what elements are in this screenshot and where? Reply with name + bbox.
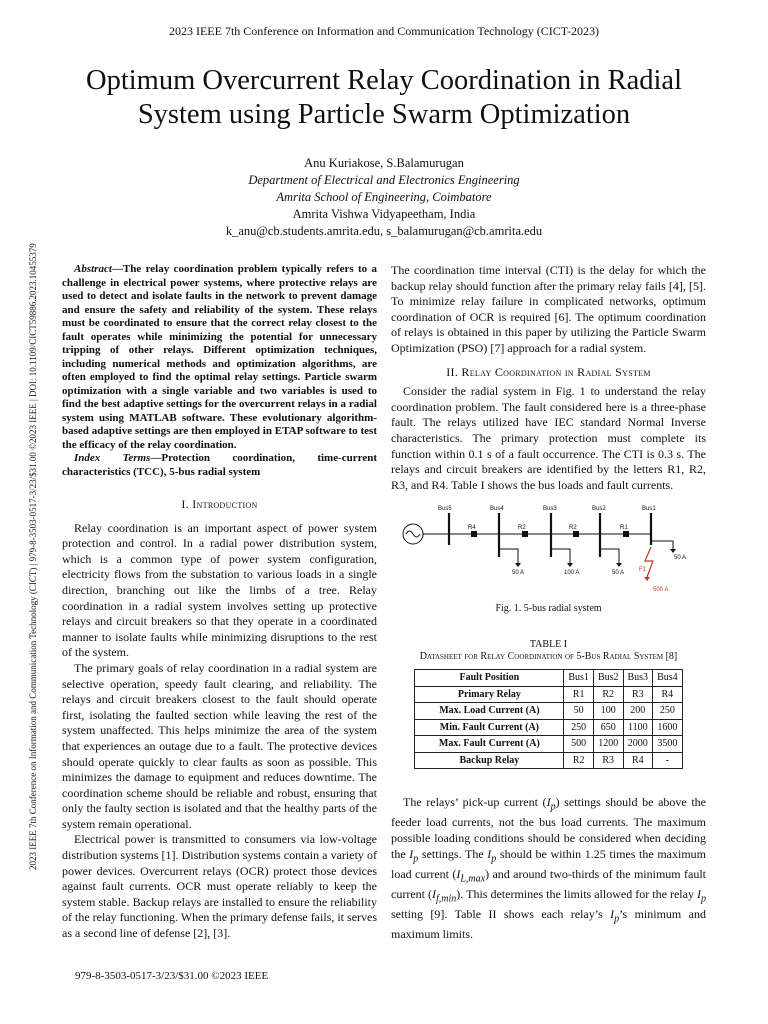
math-symbol: I xyxy=(610,906,615,921)
table-1-label: TABLE I xyxy=(529,638,568,650)
fault-label: F1 xyxy=(639,567,647,574)
title-line-2: System using Particle Swarm Optimization xyxy=(137,99,631,130)
math-ip xyxy=(610,906,620,924)
fault-current-label: 500 A xyxy=(653,587,669,594)
math-subscript: p xyxy=(550,801,556,813)
relay-r2b-label: R2 xyxy=(569,525,577,532)
table-cell: R1 xyxy=(564,686,594,703)
table-cell: 1200 xyxy=(593,736,623,753)
intro-paragraph-3: Electrical power is transmitted to consumers via low-voltage distribution systems [1]. Distribution systems contain a variety of power devices. Overcurrent relays (OCR) protect those devices against fault currents. OCR must operate reliably to keep the system stable. Backup relays are installed to ensure the reliability of the relay functioning. When the primary defense fails, it serves as a second line of defense [2], [3]. xyxy=(62,832,378,941)
intro-paragraph-4: The coordination time interval (CTI) is the delay for which the backup relay should function after the primary relay fails [4], [5]. To minimize relay failure in complicated networks, optimum coordination of OCR is required [6]. The optimum coordination of relays is obtained in this paper by utilizing the Particle Swarm Optimization (PSO) [7] approach for a radial system. xyxy=(391,263,706,355)
table-cell: 650 xyxy=(593,719,623,736)
index-terms-text: —Protection coordination, time-current characteristics (TCC), 5-bus radial system xyxy=(62,452,377,478)
abstract-label: Abstract xyxy=(74,263,112,275)
table-cell: 200 xyxy=(623,703,653,720)
table-cell: 250 xyxy=(653,703,683,720)
conference-header: 2023 IEEE 7th Conference on Information and Communication Technology (CICT-2023) xyxy=(168,24,600,38)
table-header-cell: Bus1 xyxy=(564,669,594,686)
table-header-cell: Bus2 xyxy=(593,669,623,686)
text-run: should be within 1.25 times the maximum load current ( xyxy=(391,846,707,881)
table-cell: 2000 xyxy=(623,736,653,753)
fault-lightning-icon xyxy=(645,547,653,577)
relay-r2a-label: R2 xyxy=(518,525,526,532)
author-names: Anu Kuriakose, S.Balamurugan xyxy=(304,156,464,170)
load-50a-bus4-label: 50 A xyxy=(512,570,525,577)
math-ip xyxy=(487,846,497,865)
text-run: ) settings should be above the feeder load currents, not the bus load currents. The maximum possible loading conditions should be considered when deciding the xyxy=(391,795,707,861)
figure-1-caption: Fig. 1. 5-bus radial system xyxy=(495,603,602,615)
table-1-caption: Datasheet for Relay Coordination of 5-Bus Radial System [8] xyxy=(419,650,678,662)
table-cell: Max. Fault Current (A) xyxy=(415,736,564,753)
text-run: settings. The xyxy=(418,846,488,861)
text-run: ). This determines the limits allowed for the relay xyxy=(456,886,697,901)
table-row xyxy=(415,736,682,753)
doi-sidebar xyxy=(14,150,38,870)
author-school: Amrita School of Engineering, Coimbatore xyxy=(276,190,492,204)
load-branches xyxy=(499,541,673,563)
table-cell: 100 xyxy=(593,703,623,720)
table-cell: 500 xyxy=(564,736,594,753)
load-50a-bus1-label: 50 A xyxy=(674,555,687,562)
math-subscript: L,max xyxy=(460,873,486,885)
section-heading-introduction: I. Introduction xyxy=(181,497,258,511)
bus-bars xyxy=(449,513,651,557)
right-column xyxy=(391,263,706,942)
table-cell: R3 xyxy=(593,752,623,769)
table-header-row xyxy=(415,669,682,686)
bus4-label: Bus4 xyxy=(490,506,504,513)
section2-paragraph-1: Consider the radial system in Fig. 1 to understand the relay coordination problem. The fault considered here is a three-phase fault. The relays utilized have IEC standard Normal Inverse characteristics. The primary protection must complete its function within 0.1 s of a fault occurrence. The CTI is 0.3 s. The relays and circuit breakers are identified by the letters R1, R2, R3, and R4. Table I shows the bus loads and fault currents. xyxy=(391,384,706,492)
math-symbol: I xyxy=(432,886,437,901)
title-line-1: Optimum Overcurrent Relay Coordination in Radial xyxy=(86,65,682,96)
table-cell: - xyxy=(653,752,683,769)
doi-sidebar-text: 2023 IEEE 7th Conference on Information and Communication Technology (CICT) | 979-8-3503-0517-3/23/$31.00 ©2023 IEEE | DOI: 10.1109/CICT59886.2023.10455379 xyxy=(28,243,38,870)
table-cell: R2 xyxy=(564,752,594,769)
load-100a-bus3-label: 100 A xyxy=(564,570,580,577)
footer-copyright: 979-8-3503-0517-3/23/$31.00 ©2023 IEEE xyxy=(75,970,269,982)
abstract-text: —The relay coordination problem typically refers to a challenge in electrical power systems, where protective relays are used to detect and isolate faults in the network to prevent damage and ensure the safety and reliability of the system. These relays must be coordinated to ensure that the correct relay closest to the fault operates while minimizing the potential for unnecessary tripping of other relays. Different optimization techniques, including numerical methods and optimization algorithms, are often employed to find the optimal relay settings. Particle swarm optimization with a single variable and two variables is used to find the best adaptive settings for the overcurrent relays in a radial system using MATLAB software. These evolutionary algorithm-based adaptive settings are then employed in ETAP software to test the efficacy of the relay coordination. xyxy=(62,263,377,451)
intro-paragraph-1: Relay coordination is an important aspect of power system protection and control. In a radial power distribution system, which is a common type of power system configuration, electricity flows from the substation to various loads in a single direction, branching out like the limbs of a tree. Relay coordination in a radial system involves setting up protective relays and circuit breakers so that they operate in a coordinated manner to isolate faults while minimizing disruptions to the rest of the system. xyxy=(62,520,377,660)
math-ilmax xyxy=(456,866,486,885)
radial-system-diagram xyxy=(391,501,706,601)
table-header-cell: Bus3 xyxy=(623,669,653,686)
table-cell: R4 xyxy=(653,686,683,703)
abstract xyxy=(62,263,377,452)
intro-paragraph-2: The primary goals of relay coordination in a radial system are selective operation, speedy fault clearing, and reliability. The relays and circuit breakers closest to the fault should operate first, isolating the faulted section while leaving the rest of the system unaffected. This helps minimize the area of the system that experiences an outage due to a fault. The protective devices should operate quickly to clear faults as soon as possible. This minimizes the damage to equipment and reduces downtime. The coordination scheme should be reliable and robust, ensuring that only the faulty section is isolated and that the healthy parts of the system remain operational. xyxy=(62,660,377,831)
table-cell: R3 xyxy=(623,686,653,703)
bus3-label: Bus3 xyxy=(543,506,557,513)
author-block xyxy=(0,155,768,240)
table-cell: 250 xyxy=(564,719,594,736)
text-run: ’s minimum and maximum limits. xyxy=(391,906,706,941)
table-cell: R2 xyxy=(593,686,623,703)
author-department: Department of Electrical and Electronics Engineering xyxy=(248,173,520,187)
table-cell: 50 xyxy=(564,703,594,720)
table-header-cell: Bus4 xyxy=(653,669,683,686)
math-ifmin xyxy=(432,886,457,904)
section-heading-relay-coordination: II. Relay Coordination in Radial System xyxy=(446,364,651,379)
table-row xyxy=(415,752,682,769)
math-ip xyxy=(697,886,706,904)
table-cell: 1600 xyxy=(653,719,683,736)
figure-1 xyxy=(391,501,706,617)
math-symbol: I xyxy=(456,866,461,881)
relay-r4-label: R4 xyxy=(468,525,476,532)
math-symbol: I xyxy=(546,795,551,810)
table-cell: Max. Load Current (A) xyxy=(415,703,564,720)
index-terms-label: Index Terms xyxy=(74,452,151,464)
index-terms xyxy=(62,452,377,479)
math-subscript: p xyxy=(413,853,419,865)
math-ip xyxy=(546,795,556,813)
bus2-label: Bus2 xyxy=(592,506,606,513)
paper-title xyxy=(30,64,738,132)
author-emails: k_anu@cb.students.amrita.edu, s_balamurugan@cb.amrita.edu xyxy=(225,224,543,238)
author-university: Amrita Vishwa Vidyapeetham, India xyxy=(292,207,476,221)
math-ip xyxy=(409,846,419,865)
table-1-block xyxy=(391,639,706,770)
math-symbol: I xyxy=(487,846,492,861)
bus1-label: Bus1 xyxy=(642,506,656,513)
datasheet-table xyxy=(414,669,682,770)
table-row xyxy=(415,703,682,720)
table-cell: Primary Relay xyxy=(415,686,564,703)
text-run: ) and around two-thirds of the minimum fault current ( xyxy=(391,866,706,901)
load-50a-bus2-label: 50 A xyxy=(612,570,625,577)
math-subscript: p xyxy=(491,853,497,865)
table-row xyxy=(415,686,682,703)
section2-paragraph-2 xyxy=(391,795,706,942)
table-cell: Min. Fault Current (A) xyxy=(415,719,564,736)
left-column xyxy=(62,263,377,942)
table-cell: Backup Relay xyxy=(415,752,564,769)
text-run: setting [9]. Table II shows each relay’s xyxy=(391,906,611,921)
table-header-cell: Fault Position xyxy=(415,669,564,686)
table-row xyxy=(415,719,682,736)
math-symbol: I xyxy=(409,846,414,861)
math-symbol: I xyxy=(697,886,701,901)
math-subscript: f,min xyxy=(436,893,457,904)
math-subscript: p xyxy=(701,893,706,904)
text-run: The relays’ pick-up current ( xyxy=(403,795,547,810)
table-cell: 3500 xyxy=(653,736,683,753)
math-subscript: p xyxy=(614,912,620,924)
bus5-label: Bus5 xyxy=(438,506,452,513)
table-cell: R4 xyxy=(623,752,653,769)
table-cell: 1100 xyxy=(623,719,653,736)
relay-r1-label: R1 xyxy=(620,525,628,532)
